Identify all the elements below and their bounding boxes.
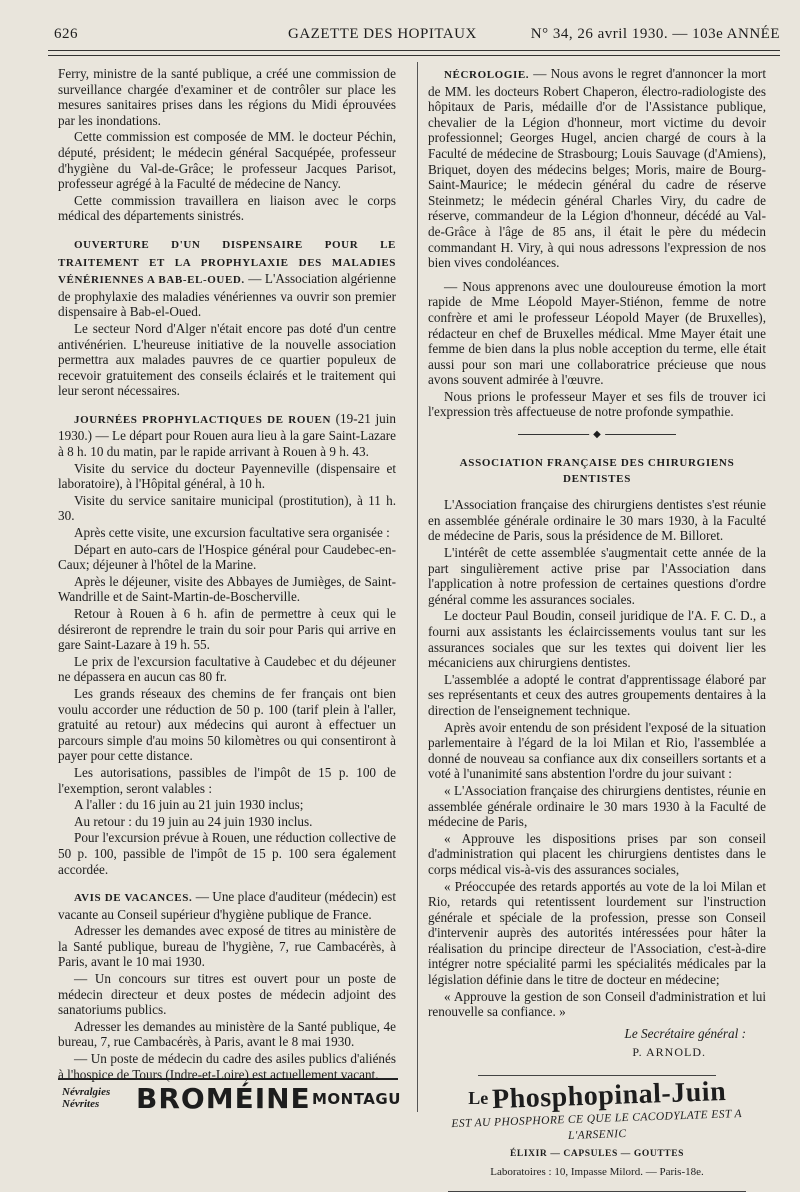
- header-rule: [48, 50, 780, 51]
- ad-indications: [62, 1086, 110, 1110]
- paragraph: Départ en auto-cars de l'Hospice général pour Caudebec-en-Caux; déjeuner à l'hôtel de la Marine.: [58, 541, 396, 573]
- ad-maker: MONTAGU: [312, 1090, 401, 1108]
- section-lead: — Une place d'auditeur (médecin) est vacante au Conseil supérieur d'hygiène publique de France.: [58, 889, 396, 922]
- paragraph: A l'aller : du 16 juin au 21 juin 1930 inclus;: [74, 797, 304, 813]
- paragraph: Visite du service sanitaire municipal (prostitution), à 11 h. 30.: [58, 492, 396, 524]
- paragraph: Après cette visite, une excursion facultative sera organisée :: [74, 525, 390, 541]
- paragraph: Visite du service du docteur Payenneville (dispensaire et laboratoire), à l'Hôpital général, à 10 h.: [58, 460, 396, 492]
- paragraph: « Approuve la gestion de son Conseil d'administration et lui renouvelle sa confiance. »: [428, 988, 766, 1020]
- paragraph: Le secteur Nord d'Alger n'était encore pas doté d'un centre antivénérien. L'heureuse initiative de la nouvelle association permettra aux malades pauvres de ce quartier populeux de recevoir gratuitement des conseils éclairés et le traitement qui leur seront nécessaires.: [58, 320, 396, 399]
- end-rule: [478, 1075, 716, 1076]
- paragraph: « L'Association française des chirurgiens dentistes, réunie en assemblée générale ordinaire le 30 mars 1930 à la Faculté de médecine de Paris,: [428, 782, 766, 830]
- section-heading: OUVERTURE D'UN DISPENSAIRE POUR LE TRAITEMENT ET LA PROPHYLAXIE DES MALADIES VÉNÉRIENNES A BAB-EL-OUED.: [58, 238, 396, 287]
- paragraph: — Nous apprenons avec une douloureuse émotion la mort rapide de Mme Léopold Mayer-Stiénon, femme de notre confrère et ami le professeur Léopold Mayer (de Bruxelles), rédacteur en chef de Bruxelles médical. Mme Mayer était une femme de bien dans la plus noble acception du terme, elle était aussi pour son mari une collaboratrice précieuse que nous avons souvent admirée à l'œuvre.: [428, 278, 766, 388]
- paragraph: L'assemblée a adopté le contrat d'apprentissage élaboré par ses représentants et ceux des autres groupements dentaires à la direction de l'enseignement technique.: [428, 671, 766, 718]
- section-heading: AVIS DE VACANCES.: [74, 892, 193, 905]
- section-necrologie: [428, 66, 766, 271]
- ornament-separator: [428, 426, 766, 442]
- left-column: [58, 66, 396, 1083]
- paragraph: L'Association française des chirurgiens dentistes s'est réunie en assemblée générale ordinaire le 30 mars 1930, à la Faculté de médecine de Paris, sous la présidence de M. Billoret.: [428, 497, 766, 544]
- ad-brand-line: [428, 1075, 766, 1116]
- signoff-name: P. ARNOLD.: [632, 1045, 706, 1060]
- ornament: ◆: [589, 427, 605, 443]
- section-heading: JOURNÉES PROPHYLACTIQUES DE ROUEN: [74, 413, 332, 426]
- signoff-title: Le Secrétaire général :: [624, 1025, 746, 1041]
- paragraph: Adresser les demandes avec exposé de titres au ministère de la Santé publique, bureau de l'hygiène, 7, rue Cambacérès, à Paris, avant le 10 mai 1930.: [58, 923, 396, 970]
- paragraph: Après le déjeuner, visite des Abbayes de Jumièges, de Saint-Wandrille et de Saint-Martin-de-Boscherville.: [58, 573, 396, 605]
- paragraph: Au retour : du 19 juin au 24 juin 1930 inclus.: [74, 813, 313, 829]
- ad-products: ÉLIXIR — CAPSULES — GOUTTES: [509, 1148, 685, 1159]
- paragraph: Adresser les demandes au ministère de la Santé publique, 4e bureau, 7, rue Cambacérès, à Paris, avant le 8 mai 1930.: [58, 1018, 396, 1050]
- journal-title: GAZETTE DES HOPITAUX: [288, 26, 477, 42]
- paragraph: Pour l'excursion prévue à Rouen, une réduction collective de 50 p. 100, passible de l'impôt de 15 p. 100 sera également accordée.: [58, 830, 396, 877]
- paragraph: Retour à Rouen à 6 h. afin de permettre à ceux qui le désireront de reprendre le train du soir pour Paris qui arrive en gare Saint-Lazare à 19 h. 55.: [58, 606, 396, 653]
- section-lead: — L'Association algérienne de prophylaxie des maladies vénériennes va ouvrir son premier dispensaire à Bab-el-Oued.: [58, 271, 396, 320]
- paragraph: « Préoccupée des retards apportés au vote de la loi Milan et Rio, retards qui retentissent lourdement sur l'instruction générale et spéciale de la profession, presse son Conseil d'intervenir auprès des autorités intéressées pour hâter la réalisation du principe directeur de l'Association, c'est-à-dire intégrer notre spécialité parmi les spécialités médicales par la législation définie dans le titre de docteur en médecine;: [428, 878, 766, 988]
- section-vacances: [58, 889, 396, 922]
- advertisement-bromeine: [58, 1078, 401, 1115]
- page-header: [48, 20, 780, 46]
- paragraph: Le docteur Paul Boudin, conseil juridique de l'A. F. C. D., a fourni aux assistants les éclaircissements voulus tant sur les assurances sociales que sur les textes qui doivent lier les mécaniciens aux chirurgiens dentistes.: [428, 608, 766, 671]
- paragraph: Le prix de l'excursion facultative à Caudebec et du déjeuner ne dépassera en aucun cas 80 fr.: [58, 653, 396, 685]
- section-heading-association: ASSOCIATION FRANÇAISE DES CHIRURGIENS DENTISTES: [459, 457, 735, 485]
- paragraph: L'intérêt de cette assemblée s'augmentait cette année de la part singulièrement active prise par l'Association dans l'application à notre profession de certaines questions d'ordre général comme les assurances sociales.: [428, 545, 766, 607]
- header-rule-double: [48, 55, 780, 56]
- section-lead: — Nous avons le regret d'annoncer la mort de MM. les docteurs Robert Chaperon, électro-radiologiste des hôpitaux de Paris, médaille d'or de l'Assistance publique, chevalier de la Légion d'honneur, mort victime du devoir professionnel; Georges Hugel, ancien chargé de cours à la Faculté de médecine de Strasbourg; Louis Sauvage (d'Amiens), Briquet, doyen des médecins belges; Moris, maire de Bourg-Saint-Maurice; le médecin général du cadre de réserve Steinmetz; le médecin général Charles Viry, du cadre de réserve, commandeur de la Légion d'honneur, décédé au Val-de-Grâce à l'âge de 85 ans, il était le père du médecin commandant H. Viry, à qui nous adressons l'expression de nos bien vives condoléances.: [428, 66, 766, 271]
- section-heading: NÉCROLOGIE.: [444, 69, 530, 81]
- paragraph: — Un poste de médecin du cadre des asiles publics d'aliénés à l'hospice de Tours (Indre-et-Loire) est actuellement vacant.: [58, 1051, 396, 1082]
- section-dispensaire: [58, 236, 396, 320]
- ad-tagline: EST AU PHOSPHORE CE QUE LE CACODYLATE EST A L'ARSENIC: [451, 1107, 743, 1142]
- column-divider: [417, 62, 418, 1112]
- paragraph: Ferry, ministre de la santé publique, a créé une commission de surveillance chargée d'examiner et de contrôler sur place les mesures sanitaires prises dans les régions du Midi éprouvées par les inondations.: [58, 66, 396, 128]
- page-number: 626: [54, 26, 78, 42]
- right-column: [428, 66, 766, 1192]
- paragraph: « Approuve les dispositions prises par son conseil d'administration qui placent les chirurgiens dentistes dans le corps médical vis-à-vis des assurances sociales,: [428, 830, 766, 877]
- ad-laboratory: Laboratoires : 10, Impasse Milord. — Paris-18e.: [490, 1166, 704, 1179]
- ad-indication: Névrites: [62, 1098, 100, 1110]
- advertisement-phosphopinal: [428, 1075, 766, 1181]
- issue-info: N° 34, 26 avril 1930. — 103e ANNÉE: [530, 26, 780, 42]
- ad-brand: BROMÉINE: [136, 1082, 311, 1115]
- section-journees: [58, 411, 396, 460]
- paragraph: Cette commission est composée de MM. le docteur Péchin, député, président; le médecin général Sacquépée, professeur d'hygiène du Val-de-Grâce; le professeur Jacques Parisot, professeur agrégé à la Faculté de médecine de Nancy.: [58, 129, 396, 192]
- paragraph: Cette commission travaillera en liaison avec le corps médical des départements sinistrés.: [58, 192, 396, 224]
- paragraph: Les grands réseaux des chemins de fer français ont bien voulu accorder une réduction de 50 p. 100 (tarif plein à l'aller, gratuité au retour) aux médecins qui auront à effectuer un parcours simple d'au moins 50 kilomètres ou qui consentiront à payer pour cette distance.: [58, 685, 396, 764]
- ad-indication: Névralgies: [62, 1086, 111, 1098]
- ad-article: Le: [468, 1088, 489, 1109]
- paragraph: Après avoir entendu de son président l'exposé de la situation parlementaire à l'égard de la loi Milan et Rio, l'assemblée a donné de nouveau sa confiance aux dix conseillers sortants et a voté à l'unanimité sans abstention l'ordre du jour suivant :: [428, 719, 766, 782]
- ad-brand: Phosphopinal-Juin: [491, 1075, 727, 1116]
- paragraph: — Un concours sur titres est ouvert pour un poste de médecin directeur et deux postes de médecin adjoint des sanatoriums publics.: [58, 971, 396, 1018]
- section-lead: (19-21 juin 1930.) — Le départ pour Rouen aura lieu à la gare Saint-Lazare à 8 h. 10 du matin, par le rapide arrivant à Rouen à 9 h. 43.: [58, 410, 396, 460]
- paragraph: Nous prions le professeur Mayer et ses fils de trouver ici l'expression très affectueuse de notre profonde sympathie.: [428, 388, 766, 420]
- paragraph: Les autorisations, passibles de l'impôt de 15 p. 100 de l'exemption, seront valables :: [58, 764, 396, 796]
